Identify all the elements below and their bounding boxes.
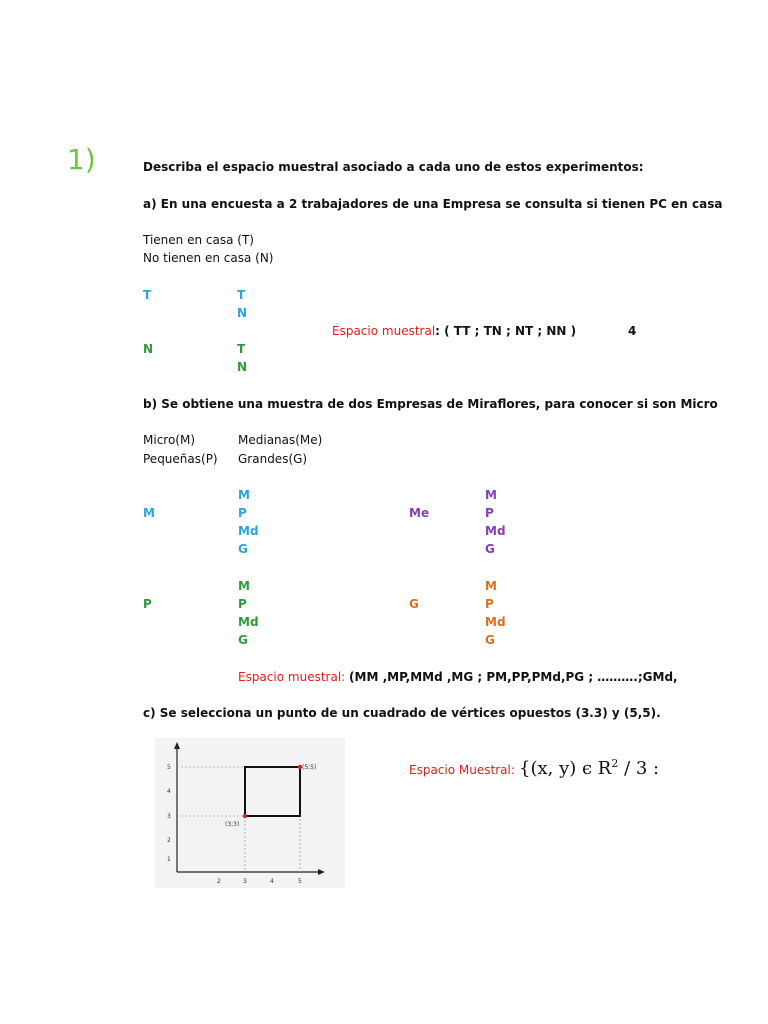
part-c-heading: c) Se selecciona un punto de un cuadrado de vértices opuestos (3.3) y (5,5). [143,706,661,720]
part-b-space-value: (MM ,MP,MMd ,MG ; PM,PP,PMd,PG ; ……….;GMd, [349,670,678,684]
x-tick-2: 2 [217,878,221,885]
tree-a-root-n: N [143,342,154,356]
tree-b-p-branch-p: P [238,597,247,611]
part-c-formula-b: / 3 : [618,758,660,779]
y-tick-5: 5 [167,764,171,771]
tree-b-g-branch-m: M [485,579,497,593]
tree-b-g-branch-p: P [485,597,494,611]
y-tick-4: 4 [167,788,171,795]
part-b-heading: b) Se obtiene una muestra de dos Empresas de Miraflores, para conocer si son Micro [143,397,718,411]
part-b-legend-medianas: Medianas(Me) [238,433,323,447]
tree-b-m-branch-g: G [238,542,248,556]
part-c-space-formula [519,757,659,779]
tree-b-root-g: G [409,597,419,611]
tree-b-root-p: P [143,597,152,611]
part-c-formula-sup: 2 [611,757,619,770]
label-point-high: (5;5) [302,764,317,771]
x-tick-5: 5 [298,878,302,885]
tree-b-m-branch-p: P [238,506,247,520]
part-a-heading: a) En una encuesta a 2 trabajadores de una Empresa se consulta si tienen PC en casa [143,197,723,211]
tree-b-m-branch-md: Md [238,524,259,538]
part-b-sample-space [238,670,678,684]
problem-number: 1) [67,143,96,176]
part-b-legend-pequenas: Pequeñas(P) [143,452,218,466]
part-b-legend-micro: Micro(M) [143,433,196,447]
label-point-low: (3;3) [225,821,240,828]
part-a-sample-space [332,324,576,338]
vertex-point-low [243,814,247,818]
tree-b-root-m: M [143,506,155,520]
tree-b-me-branch-m: M [485,488,497,502]
intro-text: Describa el espacio muestral asociado a cada uno de estos experimentos: [143,160,644,174]
y-tick-1: 1 [167,856,171,863]
tree-b-me-branch-g: G [485,542,495,556]
tree-b-me-branch-md: Md [485,524,506,538]
y-tick-2: 2 [167,837,171,844]
square-graph [155,738,345,888]
tree-b-p-branch-md: Md [238,615,259,629]
graph-background [155,738,345,888]
tree-a-branch-n-t: T [237,342,246,356]
x-tick-3: 3 [243,878,247,885]
part-a-space-value: : ( TT ; TN ; NT ; NN ) [435,324,577,338]
part-c-space-label: Espacio Muestral: [409,763,515,777]
part-a-legend-n: No tienen en casa (N) [143,251,274,265]
tree-a-branch-n-n: N [237,360,248,374]
tree-a-branch-t-t: T [237,288,246,302]
tree-b-g-branch-md: Md [485,615,506,629]
part-a-space-label: Espacio muestral [332,324,436,338]
tree-b-me-branch-p: P [485,506,494,520]
tree-a-root-t: T [143,288,152,302]
tree-b-p-branch-m: M [238,579,250,593]
tree-b-root-me: Me [409,506,430,520]
y-tick-3: 3 [167,813,171,820]
part-a-legend-t: Tienen en casa (T) [143,233,254,247]
tree-b-m-branch-m: M [238,488,250,502]
tree-a-branch-t-n: N [237,306,248,320]
part-b-space-label: Espacio muestral: [238,670,346,684]
x-tick-4: 4 [270,878,274,885]
part-a-count: 4 [628,324,637,338]
part-b-legend-grandes: Grandes(G) [238,452,308,466]
tree-b-p-branch-g: G [238,633,248,647]
part-c-formula-a: {(x, y) ϵ R [519,758,612,779]
tree-b-g-branch-g: G [485,633,495,647]
